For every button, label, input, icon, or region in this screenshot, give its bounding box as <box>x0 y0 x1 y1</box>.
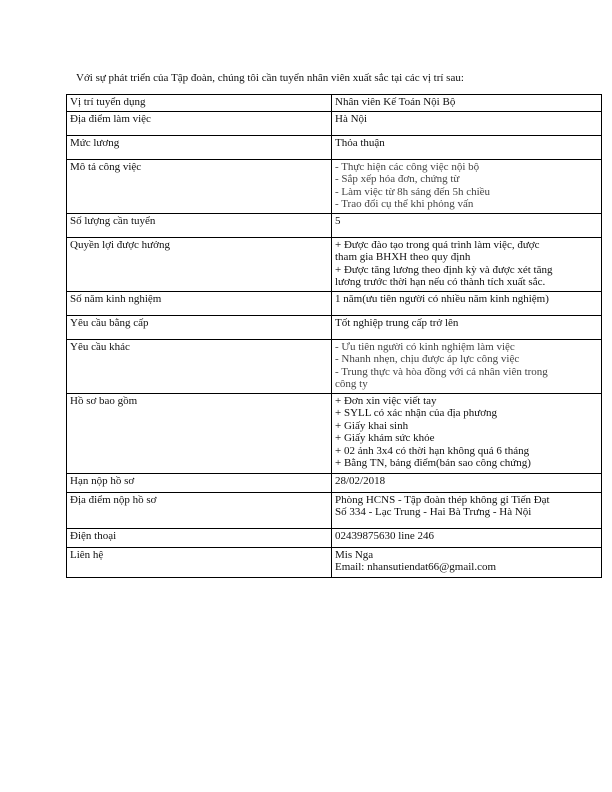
row-value <box>332 238 602 292</box>
value-line: + Được tăng lương theo định kỳ và được xét tăng <box>335 263 553 276</box>
row-label: Hồ sơ bao gồm <box>67 394 332 474</box>
value-line: Email: nhansutiendat66@gmail.com <box>335 561 497 574</box>
value-line: - Sắp xếp hóa đơn, chứng từ <box>335 173 460 186</box>
table-row <box>67 394 602 474</box>
value-line: Nhân viên Kế Toán Nội Bộ <box>335 96 456 108</box>
table-row <box>67 529 602 548</box>
value-line: 02439875630 line 246 <box>335 530 434 542</box>
job-table-body <box>67 95 602 578</box>
value-line: - Ưu tiên người có kinh nghiệm làm việc <box>335 341 515 353</box>
value-line: 28/02/2018 <box>335 475 386 487</box>
row-value <box>332 316 602 340</box>
table-row <box>67 112 602 136</box>
row-label: Yêu cầu bằng cấp <box>67 316 332 340</box>
table-row <box>67 292 602 316</box>
value-line: - Trung thực và hòa đồng với cả nhân viên trong <box>335 365 548 378</box>
row-label: Mức lương <box>67 136 332 160</box>
row-value <box>332 292 602 316</box>
value-line: Số 334 - Lạc Trung - Hai Bà Trưng - Hà Nội <box>335 506 532 519</box>
row-label: Địa điểm làm việc <box>67 112 332 136</box>
row-label: Yêu cầu khác <box>67 340 332 394</box>
value-line: công ty <box>335 378 368 391</box>
table-row <box>67 474 602 493</box>
value-line: Tốt nghiệp trung cấp trở lên <box>335 317 459 329</box>
row-label: Liên hệ <box>67 548 332 578</box>
row-value <box>332 493 602 529</box>
value-line: 5 <box>335 215 341 227</box>
value-line: - Thực hiện các công việc nội bộ <box>335 161 480 173</box>
table-row <box>67 238 602 292</box>
value-line: - Làm việc từ 8h sáng đến 5h chiều <box>335 185 491 198</box>
row-value <box>332 214 602 238</box>
row-value <box>332 136 602 160</box>
table-row <box>67 160 602 214</box>
value-line: + Giấy khai sinh <box>335 419 409 432</box>
value-line: Hà Nội <box>335 113 368 125</box>
value-line: tham gia BHXH theo quy định <box>335 251 471 264</box>
table-row <box>67 548 602 578</box>
table-row <box>67 493 602 529</box>
value-line: lương trước thời hạn nếu có thành tích xuất sắc. <box>335 276 546 289</box>
row-value <box>332 548 602 578</box>
intro-text: Với sự phát triển của Tập đoàn, chúng tôi cần tuyển nhân viên xuất sắc tại các vị trí sau: <box>76 72 464 84</box>
value-line: + 02 ảnh 3x4 có thời hạn không quá 6 tháng <box>335 444 530 457</box>
row-label: Số lượng cần tuyển <box>67 214 332 238</box>
value-line: - Trao đổi cụ thể khi phỏng vấn <box>335 198 474 211</box>
row-value <box>332 160 602 214</box>
row-value <box>332 474 602 493</box>
value-line: - Nhanh nhẹn, chịu được áp lực công việc <box>335 353 520 366</box>
row-label: Mô tả công việc <box>67 160 332 214</box>
row-value <box>332 95 602 112</box>
value-line: 1 năm(ưu tiên người có nhiều năm kinh nghiệm) <box>335 293 549 305</box>
value-line: Mis Nga <box>335 549 374 561</box>
row-label: Quyền lợi được hưởng <box>67 238 332 292</box>
table-row <box>67 340 602 394</box>
row-label: Hạn nộp hồ sơ <box>67 474 332 493</box>
table-row <box>67 214 602 238</box>
table-row <box>67 136 602 160</box>
value-line: + SYLL có xác nhận của địa phương <box>335 407 498 420</box>
row-value <box>332 340 602 394</box>
row-value <box>332 529 602 548</box>
row-label: Địa điểm nộp hồ sơ <box>67 493 332 529</box>
row-label: Vị trí tuyển dụng <box>67 95 332 112</box>
table-row <box>67 316 602 340</box>
value-line: + Bằng TN, bảng điểm(bản sao công chứng) <box>335 457 531 470</box>
value-line: Thỏa thuận <box>335 137 385 149</box>
value-line: + Đơn xin việc viết tay <box>335 395 437 407</box>
row-label: Điện thoại <box>67 529 332 548</box>
row-value <box>332 394 602 474</box>
table-row <box>67 95 602 112</box>
row-label: Số năm kinh nghiệm <box>67 292 332 316</box>
value-line: Phòng HCNS - Tập đoàn thép không gỉ Tiến Đạt <box>335 494 550 506</box>
row-value <box>332 112 602 136</box>
job-table <box>66 94 602 578</box>
value-line: + Giấy khám sức khỏe <box>335 432 435 445</box>
value-line: + Được đào tạo trong quá trình làm việc, được <box>335 239 540 251</box>
